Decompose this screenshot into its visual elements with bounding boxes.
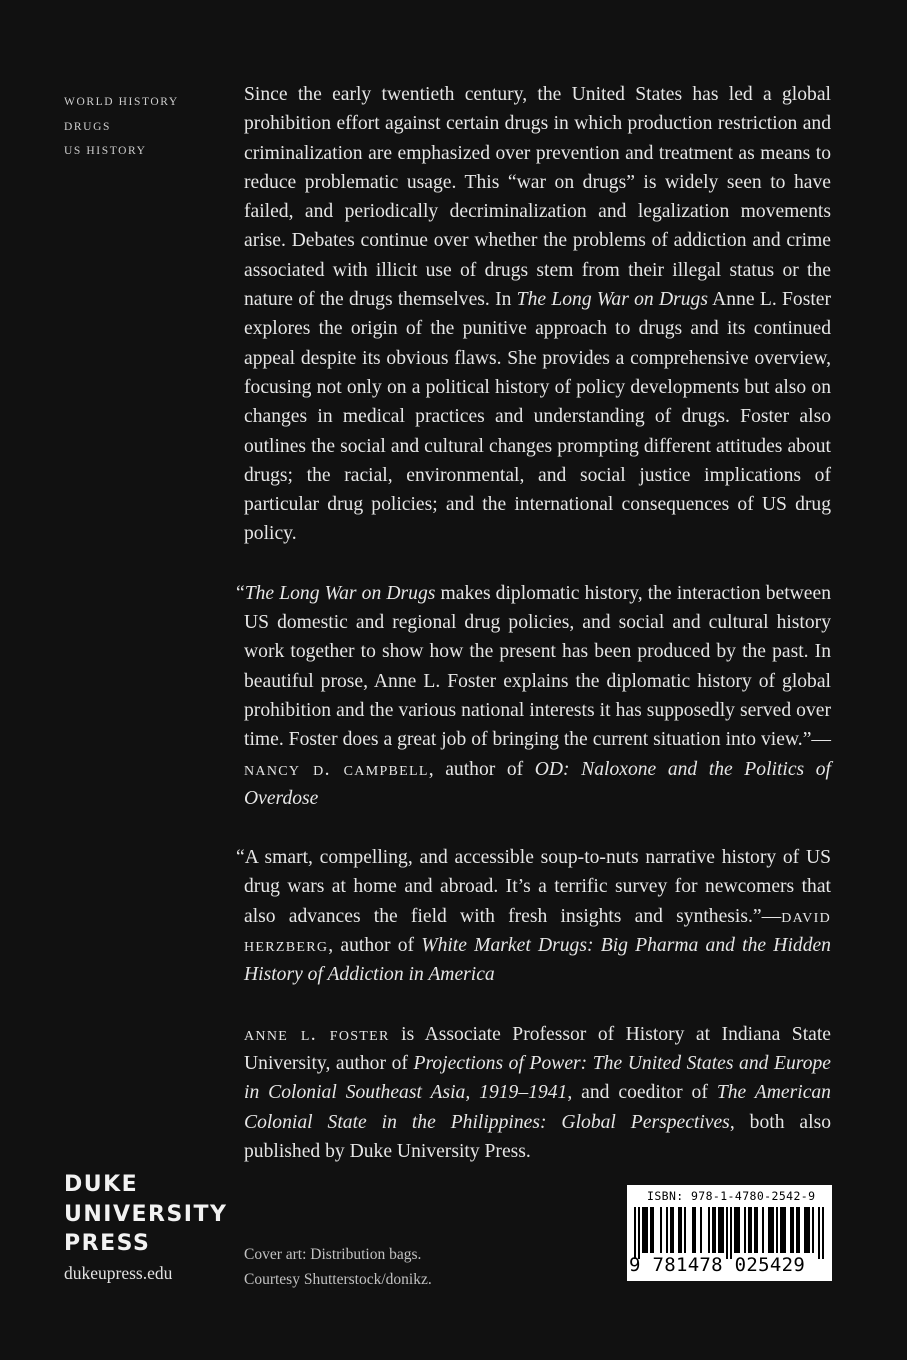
barcode-bar bbox=[756, 1207, 758, 1253]
barcode-bar bbox=[738, 1207, 740, 1253]
barcode-bar bbox=[784, 1207, 786, 1253]
endorsement-campbell: “The Long War on Drugs makes diplomatic history, the interaction between US domestic and regional drug policies, and social and cultural history work together to show how the present has been produced by the past. In beautiful prose, Anne L. Foster explains the diplomatic history of global prohibition and the various national interests it has supposedly served over time. Foster does a great job of bringing the current situation into view.”—nancy d. campbell, author of OD: Naloxone and the Politics of Overdose bbox=[236, 582, 831, 809]
barcode-bar bbox=[644, 1207, 646, 1253]
barcode-bar bbox=[684, 1207, 686, 1253]
barcode-bar bbox=[678, 1207, 680, 1253]
barcode-bar bbox=[770, 1207, 772, 1253]
barcode-bar bbox=[782, 1207, 784, 1253]
barcode-bar bbox=[692, 1207, 694, 1253]
book-title: The Long War on Drugs bbox=[244, 582, 436, 604]
barcode-bar bbox=[780, 1207, 782, 1253]
endorser-name: nancy d. campbell bbox=[244, 758, 429, 780]
barcode-bar bbox=[768, 1207, 770, 1253]
barcode-bar bbox=[660, 1207, 662, 1253]
barcode-bar bbox=[670, 1207, 672, 1253]
barcode-bar bbox=[734, 1207, 736, 1253]
category-us-history: US HISTORY bbox=[64, 145, 147, 157]
barcode-bar bbox=[714, 1207, 716, 1253]
barcode-bar bbox=[812, 1207, 814, 1253]
barcode-bar bbox=[634, 1207, 636, 1259]
barcode-bar bbox=[808, 1207, 810, 1253]
barcode-bar bbox=[736, 1207, 738, 1253]
isbn-label: ISBN: 978-1-4780-2542-9 bbox=[647, 1189, 816, 1203]
subject-categories bbox=[64, 90, 179, 164]
barcode-bar bbox=[672, 1207, 674, 1253]
barcode-bar bbox=[646, 1207, 648, 1253]
barcode-bar bbox=[700, 1207, 702, 1253]
endorser-book: White Market Drugs: Big Pharma and the Hidden History of Addiction in America bbox=[244, 935, 831, 986]
barcode-bar bbox=[776, 1207, 778, 1253]
barcode-bar bbox=[804, 1207, 806, 1253]
category-drugs: DRUGS bbox=[64, 120, 111, 133]
barcode-bar bbox=[652, 1207, 654, 1253]
isbn-barcode bbox=[627, 1185, 832, 1281]
barcode-bar bbox=[650, 1207, 652, 1253]
back-cover-text bbox=[236, 80, 831, 1166]
endorser-book: OD: Naloxone and the Politics of Overdose bbox=[244, 758, 831, 809]
barcode-bar bbox=[694, 1207, 696, 1253]
barcode-bar bbox=[748, 1207, 750, 1253]
barcode-bar bbox=[718, 1207, 720, 1253]
ean-digits: 9 781478 025429 bbox=[629, 1254, 806, 1276]
barcode-bar bbox=[754, 1207, 756, 1253]
barcode-bar bbox=[772, 1207, 774, 1253]
barcode-bar bbox=[642, 1207, 644, 1253]
barcode-bar bbox=[796, 1207, 798, 1253]
cover-art-credit: Cover art: Distribution bags. Courtesy Shutterstock/donikz. bbox=[244, 1246, 432, 1288]
barcode-bar bbox=[638, 1207, 640, 1259]
publisher-logo: DUKE UNIVERSITY PRESS bbox=[64, 1172, 228, 1256]
barcode-bar bbox=[792, 1207, 794, 1253]
barcode-bar bbox=[806, 1207, 808, 1253]
publisher-url: dukeupress.edu bbox=[64, 1263, 173, 1283]
author-name: anne l. foster bbox=[244, 1023, 390, 1045]
barcode-bar bbox=[818, 1207, 820, 1259]
book-title: The Long War on Drugs bbox=[516, 289, 708, 311]
barcode-bar bbox=[666, 1207, 668, 1253]
category-world-history: WORLD HISTORY bbox=[64, 96, 179, 108]
author-book-2: The American Colonial State in the Philippines: Global Perspectives bbox=[244, 1082, 831, 1133]
barcode-bar bbox=[798, 1207, 800, 1253]
barcode-bar bbox=[722, 1207, 724, 1253]
book-description: Since the early twentieth century, the United States has led a global prohibition effort against certain drugs in which production restriction and criminalization are emphasized over prevention and treatment as means to reduce problematic usage. This “war on drugs” is widely seen to have failed, and periodically decriminalization and legalization movements arise. Debates continue over whether the problems of addiction and crime associated with illicit use of drugs stem from their illegal status or the nature of the drugs themselves. In The Long War on Drugs Anne L. Foster explores the origin of the punitive approach to drugs and its continued appeal despite its obvious flaws. She provides a comprehensive overview, focusing not only on a political history of policy developments but also on changes in medical practices and understanding of drugs. Foster also outlines the social and cultural changes prompting different attitudes about drugs; the racial, environmental, and social justice implications of particular drug policies; and the international consequences of US drug policy. bbox=[244, 84, 831, 545]
barcode-bar bbox=[730, 1207, 732, 1259]
barcode-bar bbox=[708, 1207, 710, 1253]
author-book-1: Projections of Power: The United States and Europe in Colonial Southeast Asia, 1919–1941 bbox=[244, 1052, 831, 1104]
barcode-bar bbox=[790, 1207, 792, 1253]
barcode-bar bbox=[726, 1207, 728, 1259]
endorsement-herzberg: “A smart, compelling, and accessible soup-to-nuts narrative history of US drug wars at home and abroad. It’s a terrific survey for newcomers that also advances the field with fresh insights and synthesis.”—david herzberg, author of White Market Drugs: Big Pharma and the Hidden History of Addiction in America bbox=[236, 847, 831, 986]
barcode-bars-icon bbox=[631, 1207, 828, 1259]
barcode-bar bbox=[762, 1207, 764, 1253]
barcode-bar bbox=[744, 1207, 746, 1253]
endorser-name: david herzberg bbox=[244, 905, 831, 957]
barcode-bar bbox=[750, 1207, 752, 1253]
barcode-bar bbox=[720, 1207, 722, 1253]
barcode-bar bbox=[822, 1207, 824, 1259]
author-bio: anne l. foster is Associate Professor of History at Indiana State University, author of Projections of Power: The United States and Europe in Colonial Southeast Asia, 1919–1941, and coeditor of The American Colonial State in the Philippines: Global Perspectives, both also published by Duke University Press. bbox=[244, 1023, 831, 1162]
barcode-bar bbox=[712, 1207, 714, 1253]
barcode-bar bbox=[680, 1207, 682, 1253]
